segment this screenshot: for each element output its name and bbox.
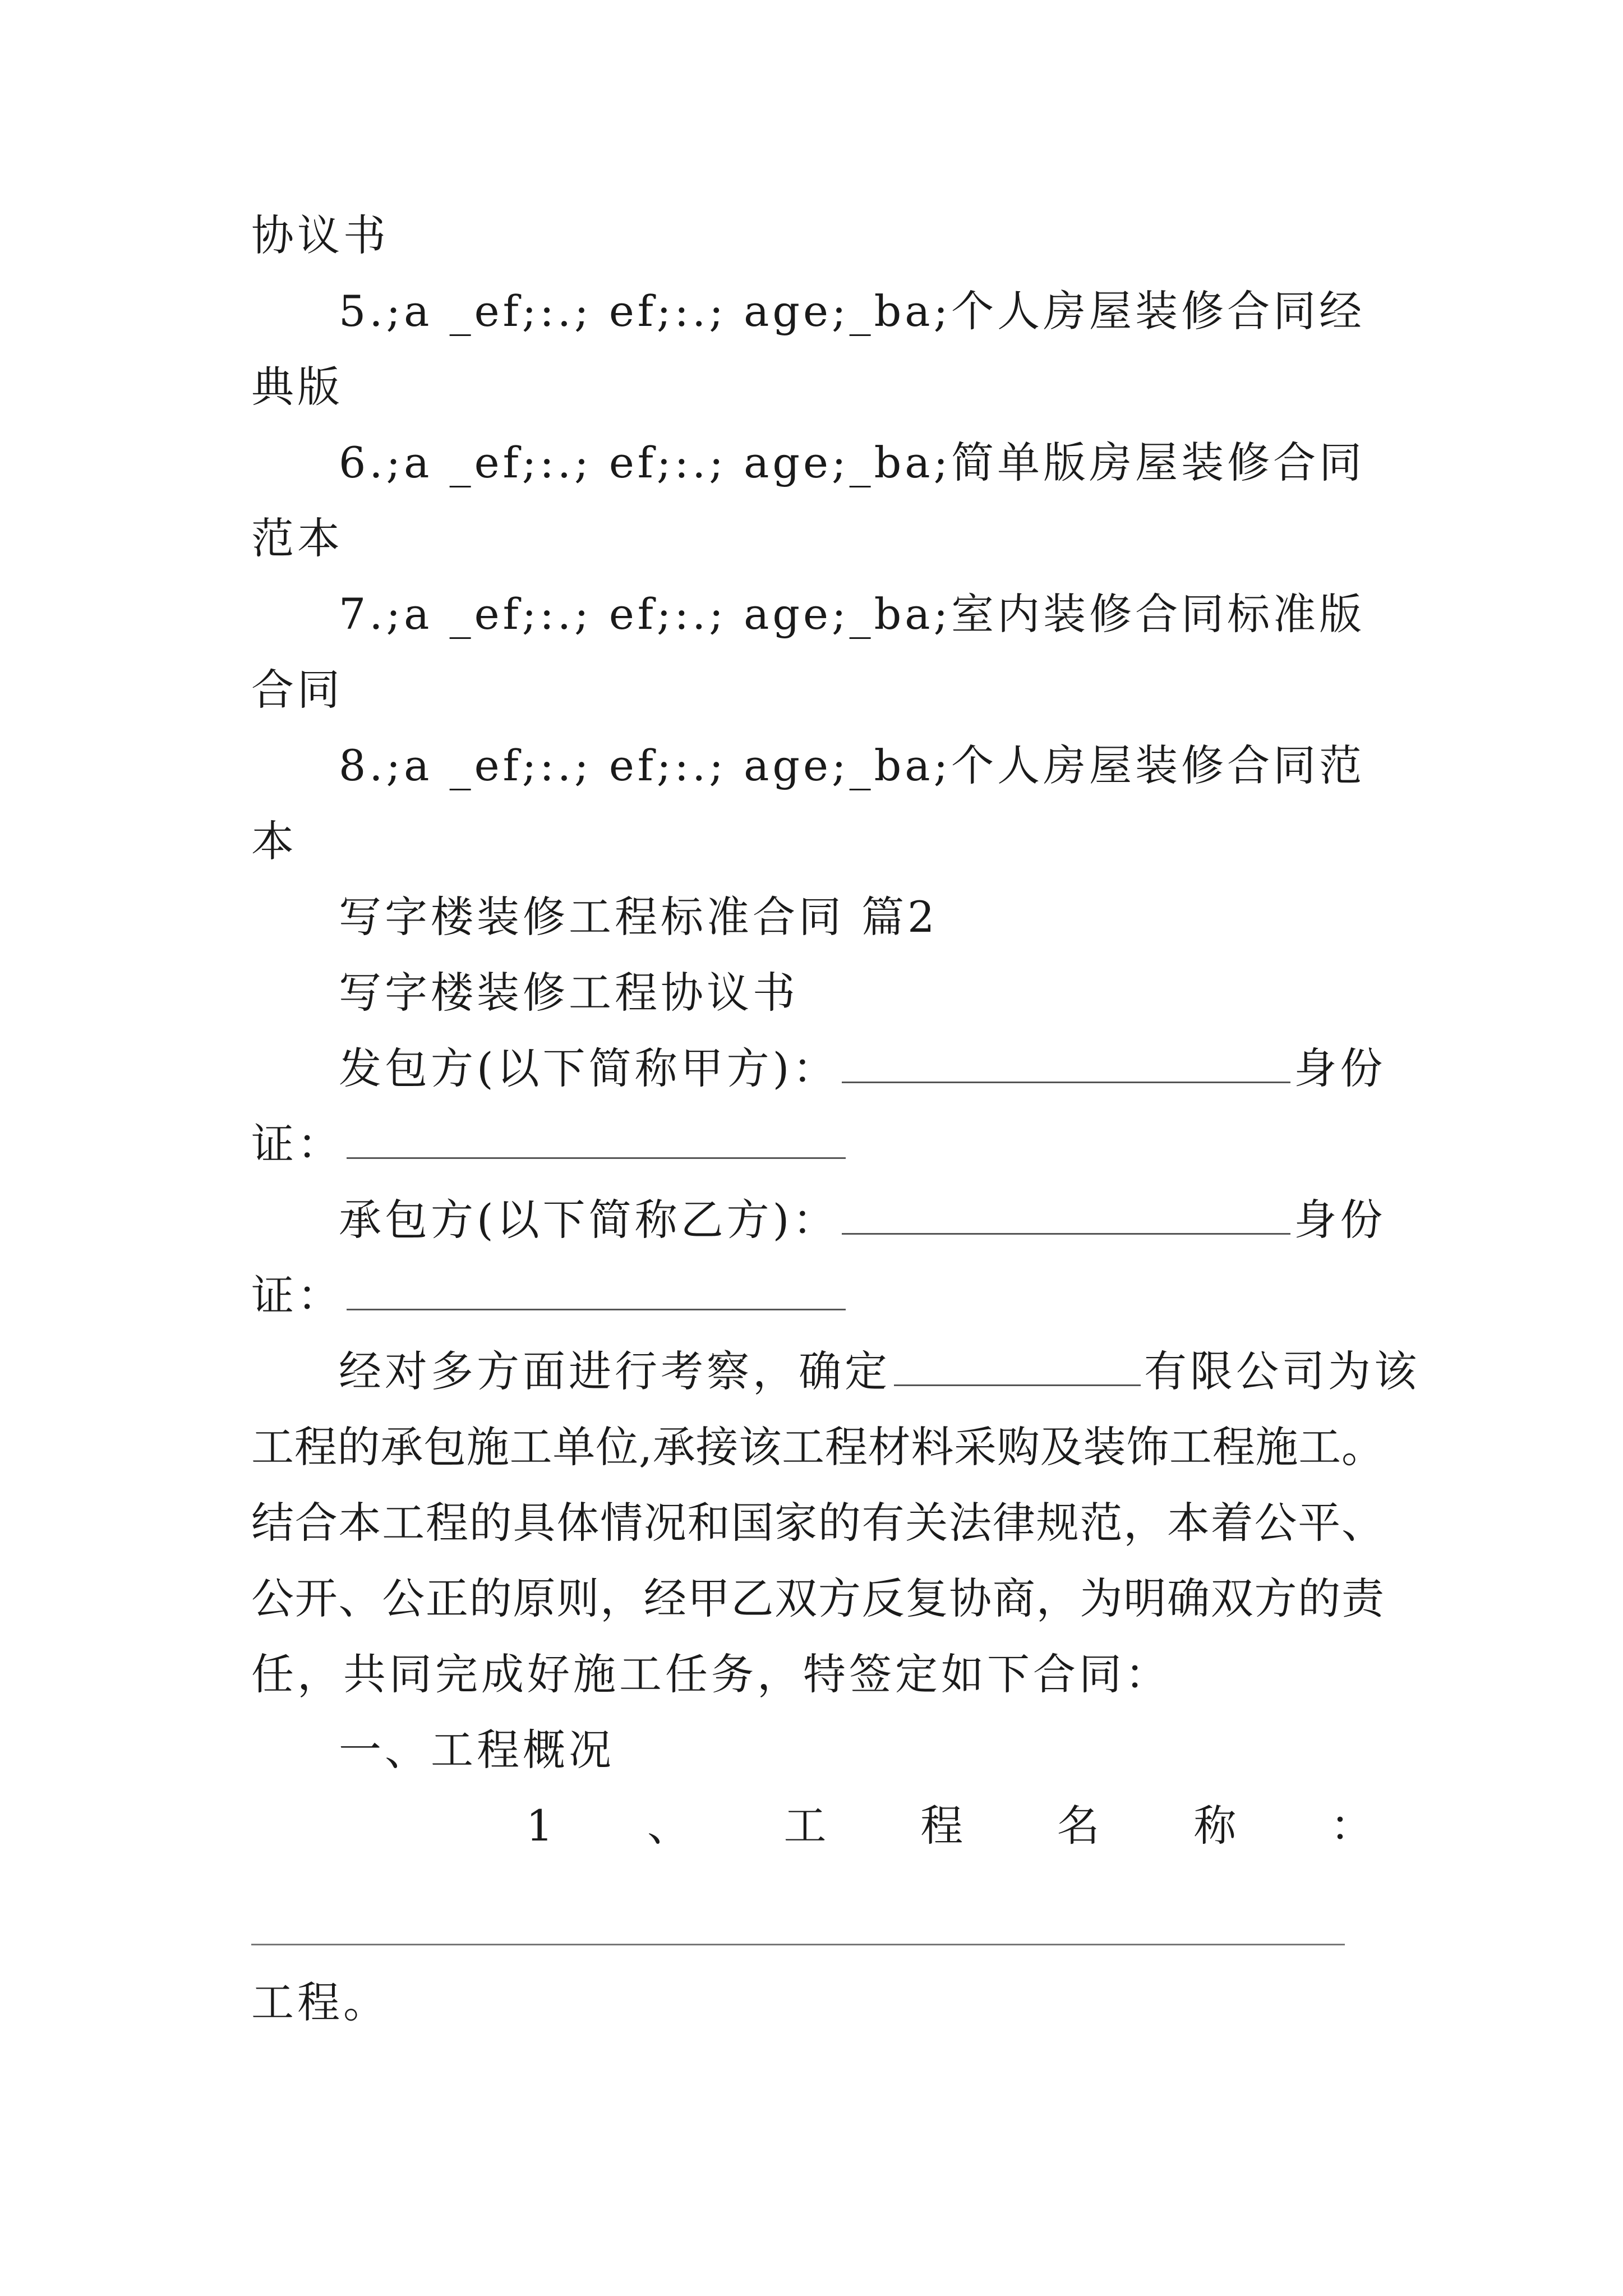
party-b-id-label: 证：	[251, 1271, 343, 1320]
para-end: 有限公司为该	[1144, 1346, 1420, 1396]
paragraph-line: 公开、公正的原则，经甲乙双方反复协商，为明确双方的责	[251, 1573, 1384, 1623]
party-a-label: 发包方(以下简称甲方)：	[339, 1043, 839, 1093]
company-blank[interactable]	[894, 1345, 1141, 1386]
party-a-id-label: 证：	[251, 1119, 343, 1169]
party-a-line	[339, 1041, 1386, 1097]
section-heading: 一、工程概况	[339, 1725, 615, 1775]
text-line: 协议书	[251, 210, 389, 260]
party-a-suffix: 身份	[1294, 1043, 1386, 1093]
list-item-6: 6.;a _ef;:.; ef;:.; age;_ba;简单版房屋装修合同	[339, 438, 1366, 487]
party-b-label: 承包方(以下简称乙方)：	[339, 1195, 839, 1245]
text-line: 范本	[251, 513, 343, 563]
list-item-7: 7.;a _ef;:.; ef;:.; age;_ba;室内装修合同标准版	[339, 589, 1366, 639]
project-name-blank[interactable]	[251, 1944, 1345, 1945]
item-char: 程	[920, 1801, 963, 1851]
item-char: 名	[1057, 1801, 1100, 1851]
party-b-id-line	[251, 1268, 849, 1324]
paragraph-line: 结合本工程的具体情况和国家的有关法律规范，本着公平、	[251, 1498, 1384, 1548]
paragraph-line: 任，共同完成好施工任务，特签定如下合同：	[251, 1649, 1171, 1699]
text-line: 工程。	[251, 1977, 389, 2027]
text-line: 本	[251, 816, 297, 866]
section-heading: 写字楼装修工程标准合同 篇2	[339, 892, 938, 942]
item-1-heading	[251, 1798, 1373, 1854]
text-line: 典版	[251, 362, 343, 412]
party-b-id-blank[interactable]	[347, 1269, 846, 1310]
list-item-8: 8.;a _ef;:.; ef;:.; age;_ba;个人房屋装修合同范	[339, 740, 1366, 790]
para-start: 经对多方面进行考察，确定	[339, 1346, 891, 1396]
list-item-5: 5.;a _ef;:.; ef;:.; age;_ba;个人房屋装修合同经	[339, 286, 1366, 336]
text-line: 合同	[251, 665, 343, 715]
document-title: 写字楼装修工程协议书	[339, 968, 799, 1018]
party-b-blank[interactable]	[842, 1194, 1290, 1235]
item-char: 、	[647, 1801, 690, 1851]
party-b-suffix: 身份	[1294, 1195, 1386, 1245]
party-a-id-blank[interactable]	[347, 1118, 846, 1159]
paragraph-line: 工程的承包施工单位,承接该工程材料采购及装饰工程施工。	[251, 1422, 1384, 1472]
party-a-blank[interactable]	[842, 1042, 1290, 1083]
party-b-line	[339, 1192, 1386, 1248]
item-char: ：	[1330, 1801, 1373, 1851]
item-char: 1	[526, 1801, 554, 1851]
paragraph-line	[339, 1343, 1420, 1400]
item-char: 工	[783, 1801, 827, 1851]
item-char: 称	[1193, 1801, 1237, 1851]
party-a-id-line	[251, 1116, 849, 1172]
